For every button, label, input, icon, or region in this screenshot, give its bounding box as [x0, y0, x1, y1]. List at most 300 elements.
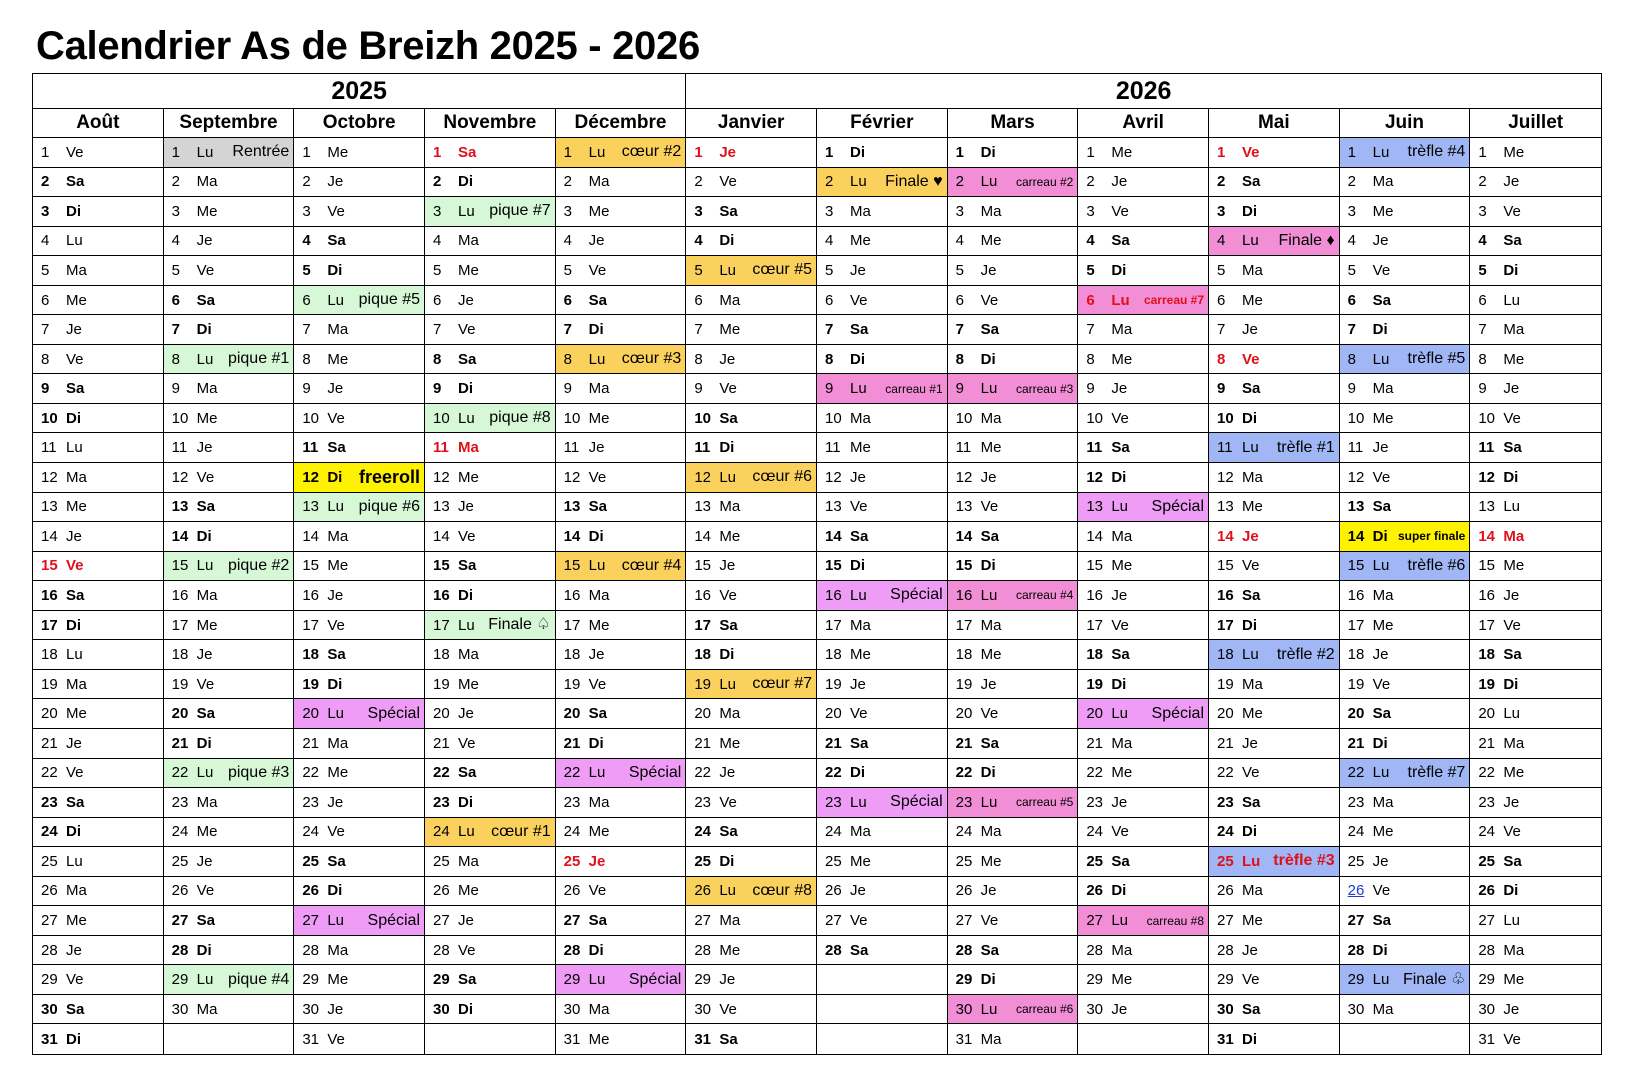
day-number: 5	[302, 261, 311, 279]
day-cell	[686, 729, 817, 759]
day-cell	[1470, 936, 1601, 966]
event-cell	[556, 965, 687, 995]
day-cell	[686, 433, 817, 463]
event-label: cœur #1	[491, 822, 551, 840]
day-cell	[686, 995, 817, 1025]
weekday-abbr: Di	[588, 527, 604, 545]
day-cell	[1209, 670, 1340, 700]
day-cell	[948, 345, 1079, 375]
event-cell	[294, 463, 425, 493]
day-number: 22	[1217, 764, 1234, 782]
day-number: 21	[171, 734, 189, 752]
day-number: 4	[825, 232, 834, 250]
day-number: 20	[563, 705, 581, 723]
weekday-abbr: Je	[1503, 173, 1520, 191]
day-number: 12	[1217, 468, 1234, 486]
day-number: 11	[171, 439, 188, 457]
weekday-abbr: Sa	[458, 557, 477, 575]
day-number: 21	[1217, 734, 1234, 752]
day-number: 2	[302, 173, 311, 191]
event-cell	[556, 345, 687, 375]
day-cell	[817, 936, 948, 966]
weekday-abbr: Je	[1111, 380, 1128, 398]
day-cell	[294, 759, 425, 789]
weekday-abbr: Sa	[66, 793, 85, 811]
weekday-abbr: Di	[980, 350, 996, 368]
day-cell	[1209, 936, 1340, 966]
day-number: 3	[1086, 202, 1095, 220]
weekday-abbr: Lu	[458, 616, 475, 634]
weekday-abbr: Di	[66, 202, 81, 220]
day-cell	[164, 936, 295, 966]
weekday-abbr: Lu	[588, 557, 606, 575]
day-cell	[1209, 581, 1340, 611]
day-cell	[817, 227, 948, 257]
event-label: freeroll	[358, 467, 420, 488]
day-cell	[1470, 847, 1601, 877]
day-cell	[425, 374, 556, 404]
day-number: 31	[1478, 1030, 1496, 1048]
day-cell	[686, 818, 817, 848]
weekday-abbr: Ma	[850, 409, 871, 427]
weekday-abbr: Ma	[196, 380, 218, 398]
day-number: 27	[694, 912, 712, 930]
event-cell	[425, 611, 556, 641]
day-cell	[294, 433, 425, 463]
day-number: 2	[694, 173, 703, 191]
weekday-abbr: Di	[196, 734, 212, 752]
day-cell	[686, 936, 817, 966]
day-cell	[1340, 404, 1471, 434]
day-cell	[948, 522, 1079, 552]
event-label: Spécial	[890, 793, 943, 811]
weekday-abbr: Ve	[327, 409, 345, 427]
day-number: 13	[433, 498, 450, 516]
day-cell	[948, 699, 1079, 729]
weekday-abbr: Me	[327, 557, 349, 575]
event-label: cœur #3	[621, 350, 682, 368]
event-label: trèfle #2	[1276, 645, 1335, 663]
day-cell	[294, 1024, 425, 1054]
weekday-abbr: Sa	[196, 291, 216, 309]
day-number: 16	[302, 586, 320, 604]
weekday-abbr: Sa	[458, 350, 477, 368]
weekday-abbr: Sa	[1242, 793, 1261, 811]
day-number: 6	[171, 291, 180, 309]
weekday-abbr: Di	[458, 380, 473, 398]
day-number: 3	[433, 202, 442, 220]
month-header: Mai	[1209, 109, 1340, 138]
day-cell	[1470, 611, 1601, 641]
day-cell	[817, 611, 948, 641]
day-cell	[1078, 345, 1209, 375]
day-cell	[1209, 818, 1340, 848]
month-header: Décembre	[556, 109, 687, 138]
weekday-abbr: Sa	[1372, 291, 1392, 309]
day-number: 15	[1217, 557, 1234, 575]
weekday-abbr: Sa	[196, 912, 216, 930]
day-number: 17	[302, 616, 320, 634]
day-number: 3	[955, 202, 964, 220]
day-number: 17	[433, 616, 450, 634]
weekday-abbr: Sa	[458, 143, 477, 161]
month-header: Août	[33, 109, 164, 138]
day-number: 13	[825, 498, 842, 516]
day-cell	[1078, 936, 1209, 966]
day-cell	[1470, 168, 1601, 198]
event-label: cœur #8	[752, 881, 812, 899]
day-number: 18	[171, 646, 189, 664]
day-number: 26	[433, 882, 450, 900]
weekday-abbr: Ma	[588, 1000, 610, 1018]
day-cell	[294, 877, 425, 907]
weekday-abbr: Ma	[1372, 173, 1394, 191]
day-number: 30	[1217, 1000, 1234, 1018]
day-number: 10	[302, 409, 320, 427]
day-number: 26	[1086, 882, 1104, 900]
weekday-abbr: Je	[1503, 1000, 1520, 1018]
weekday-abbr: Je	[1242, 321, 1258, 339]
weekday-abbr: Me	[850, 646, 871, 664]
month-header: Juin	[1340, 109, 1471, 138]
weekday-abbr: Di	[1372, 941, 1388, 959]
month-header: Octobre	[294, 109, 425, 138]
day-number: 21	[563, 734, 581, 752]
day-number: 27	[171, 912, 189, 930]
day-number: 6	[41, 291, 50, 309]
weekday-abbr: Me	[66, 912, 87, 930]
day-number: 3	[302, 202, 311, 220]
day-number: 5	[1478, 261, 1487, 279]
weekday-abbr: Ve	[66, 350, 84, 368]
day-cell	[1340, 315, 1471, 345]
day-number: 16	[1217, 586, 1234, 604]
day-cell	[294, 611, 425, 641]
weekday-abbr: Di	[458, 793, 473, 811]
day-number: 26	[1478, 882, 1496, 900]
day-number: 27	[1347, 912, 1365, 930]
day-cell	[33, 759, 164, 789]
event-cell	[1209, 433, 1340, 463]
weekday-abbr: Je	[850, 468, 866, 486]
day-number: 16	[694, 586, 712, 604]
day-number: 8	[1086, 350, 1095, 368]
day-number: 26	[171, 882, 189, 900]
weekday-abbr: Je	[980, 468, 997, 486]
weekday-abbr: Di	[458, 586, 473, 604]
day-number: 8	[1347, 350, 1356, 368]
weekday-abbr: Sa	[719, 409, 738, 427]
day-cell	[1340, 936, 1471, 966]
day-cell	[1209, 315, 1340, 345]
day-number: 13	[302, 498, 320, 516]
day-number: 23	[955, 793, 973, 811]
day-number: 1	[302, 143, 311, 161]
day-number: 24	[171, 823, 189, 841]
weekday-abbr: Di	[980, 971, 996, 989]
day-cell	[1340, 906, 1471, 936]
weekday-abbr: Je	[850, 882, 866, 900]
day-cell	[817, 256, 948, 286]
day-number: 5	[1347, 261, 1356, 279]
weekday-abbr: Lu	[1372, 557, 1390, 575]
day-number: 20	[955, 705, 973, 723]
day-cell	[1209, 1024, 1340, 1054]
day-number: 3	[1347, 202, 1356, 220]
day-number[interactable]: 26	[1347, 882, 1365, 900]
day-number: 26	[563, 882, 581, 900]
day-number: 21	[433, 734, 450, 752]
day-cell	[948, 1024, 1079, 1054]
weekday-abbr: Di	[588, 941, 604, 959]
event-cell	[686, 877, 817, 907]
day-cell	[1470, 995, 1601, 1025]
weekday-abbr: Lu	[1242, 852, 1261, 870]
weekday-abbr: Ma	[66, 675, 87, 693]
day-number: 1	[433, 143, 442, 161]
day-number: 9	[694, 380, 703, 398]
day-number: 1	[955, 143, 964, 161]
event-label: pique #4	[227, 970, 290, 988]
day-cell	[425, 936, 556, 966]
day-cell	[1340, 818, 1471, 848]
weekday-abbr: Ma	[719, 912, 741, 930]
weekday-abbr: Lu	[588, 350, 606, 368]
day-number: 9	[1478, 380, 1487, 398]
calendar-grid	[32, 73, 1602, 1055]
weekday-abbr: Je	[719, 971, 736, 989]
weekday-abbr: Me	[719, 527, 741, 545]
weekday-abbr: Sa	[588, 498, 608, 516]
event-cell	[164, 138, 295, 168]
day-number: 27	[563, 912, 581, 930]
day-cell	[1340, 611, 1471, 641]
weekday-abbr: Sa	[66, 1000, 85, 1018]
event-cell	[1209, 227, 1340, 257]
day-number: 27	[302, 912, 320, 930]
weekday-abbr: Ma	[196, 1000, 218, 1018]
event-label: trèfle #6	[1407, 556, 1466, 574]
day-cell	[33, 729, 164, 759]
day-number: 11	[563, 439, 580, 457]
day-cell	[556, 640, 687, 670]
weekday-abbr: Me	[327, 764, 349, 782]
day-cell	[1470, 818, 1601, 848]
day-number: 13	[1347, 498, 1365, 516]
event-label: carreau #6	[1015, 1002, 1074, 1017]
weekday-abbr: Ma	[980, 409, 1002, 427]
weekday-abbr: Ve	[1242, 557, 1260, 575]
event-cell	[425, 404, 556, 434]
event-cell	[294, 286, 425, 316]
weekday-abbr: Di	[588, 734, 604, 752]
day-number: 22	[171, 764, 189, 782]
day-number: 13	[955, 498, 973, 516]
day-cell	[686, 788, 817, 818]
event-cell	[556, 552, 687, 582]
weekday-abbr: Ma	[1242, 675, 1263, 693]
weekday-abbr: Me	[196, 409, 218, 427]
day-cell	[556, 522, 687, 552]
day-cell	[164, 286, 295, 316]
day-cell	[1470, 256, 1601, 286]
day-number: 5	[825, 261, 834, 279]
day-number: 16	[1086, 586, 1104, 604]
weekday-abbr: Di	[1503, 882, 1519, 900]
day-cell	[1209, 611, 1340, 641]
day-number: 12	[171, 468, 189, 486]
day-number: 29	[1347, 971, 1365, 989]
day-cell	[164, 818, 295, 848]
weekday-abbr: Sa	[1242, 173, 1261, 191]
weekday-abbr: Ma	[1503, 734, 1525, 752]
day-number: 13	[694, 498, 712, 516]
weekday-abbr: Lu	[458, 823, 475, 841]
weekday-abbr: Ma	[980, 1030, 1002, 1048]
event-label: carreau #4	[1015, 588, 1074, 603]
day-number: 4	[1478, 232, 1487, 250]
day-number: 7	[433, 321, 442, 339]
day-number: 18	[1478, 646, 1496, 664]
day-cell	[556, 818, 687, 848]
day-cell	[817, 552, 948, 582]
month-header: Avril	[1078, 109, 1209, 138]
day-cell	[817, 729, 948, 759]
weekday-abbr: Je	[1372, 439, 1389, 457]
day-number: 29	[694, 971, 712, 989]
day-number: 10	[1086, 409, 1104, 427]
event-label: Rentrée	[232, 143, 290, 161]
day-cell	[33, 138, 164, 168]
day-number: 20	[1478, 705, 1496, 723]
day-cell	[33, 818, 164, 848]
day-number: 27	[1086, 912, 1104, 930]
weekday-abbr: Di	[980, 557, 996, 575]
weekday-abbr: Je	[980, 882, 997, 900]
page-title: Calendrier As de Breizh 2025 - 2026	[36, 24, 700, 68]
day-cell	[1470, 227, 1601, 257]
day-cell	[425, 227, 556, 257]
event-label: pique #3	[227, 763, 290, 781]
weekday-abbr: Lu	[1111, 705, 1129, 723]
day-number: 6	[1478, 291, 1487, 309]
weekday-abbr: Je	[1503, 586, 1520, 604]
day-number: 4	[41, 232, 50, 250]
day-cell	[425, 168, 556, 198]
weekday-abbr: Me	[1503, 971, 1525, 989]
weekday-abbr: Ve	[1372, 261, 1391, 279]
day-cell	[1470, 493, 1601, 523]
day-cell	[425, 965, 556, 995]
day-cell	[1470, 286, 1601, 316]
day-number: 8	[563, 350, 572, 368]
day-cell	[33, 936, 164, 966]
day-cell	[686, 699, 817, 729]
weekday-abbr: Ve	[1242, 764, 1260, 782]
day-number: 30	[563, 1000, 581, 1018]
day-number: 5	[433, 261, 442, 279]
weekday-abbr: Sa	[327, 232, 346, 250]
day-cell	[1209, 374, 1340, 404]
weekday-abbr: Di	[66, 616, 81, 634]
day-number: 15	[1347, 557, 1365, 575]
day-cell	[1470, 965, 1601, 995]
weekday-abbr: Ve	[1503, 202, 1521, 220]
day-cell	[556, 995, 687, 1025]
day-number: 14	[563, 527, 581, 545]
day-number: 10	[694, 409, 712, 427]
day-number: 15	[171, 557, 189, 575]
day-number: 9	[433, 380, 442, 398]
day-cell	[33, 197, 164, 227]
day-cell	[164, 906, 295, 936]
day-number: 16	[825, 586, 842, 604]
day-number: 23	[563, 793, 581, 811]
day-cell	[164, 404, 295, 434]
day-cell	[294, 168, 425, 198]
weekday-abbr: Ma	[588, 586, 610, 604]
weekday-abbr: Di	[1242, 616, 1257, 634]
day-cell	[425, 670, 556, 700]
day-number: 21	[41, 734, 58, 752]
day-cell	[425, 286, 556, 316]
day-cell	[1078, 818, 1209, 848]
day-number: 10	[171, 409, 189, 427]
day-cell	[1340, 493, 1471, 523]
day-number: 6	[1217, 291, 1226, 309]
weekday-abbr: Di	[66, 1030, 81, 1048]
weekday-abbr: Di	[850, 143, 865, 161]
day-number: 21	[1478, 734, 1496, 752]
day-number: 4	[955, 232, 964, 250]
weekday-abbr: Lu	[1503, 912, 1521, 930]
day-number: 22	[825, 764, 842, 782]
day-number: 25	[1478, 852, 1496, 870]
day-number: 19	[1478, 675, 1496, 693]
weekday-abbr: Lu	[1372, 143, 1390, 161]
day-number: 30	[433, 1000, 450, 1018]
day-number: 18	[694, 646, 712, 664]
weekday-abbr: Di	[1111, 261, 1127, 279]
day-number: 4	[1217, 232, 1226, 250]
event-label: carreau #2	[1015, 174, 1074, 189]
day-cell	[1209, 699, 1340, 729]
day-number: 14	[694, 527, 712, 545]
weekday-abbr: Je	[1111, 793, 1128, 811]
weekday-abbr: Me	[66, 498, 87, 516]
day-cell	[425, 552, 556, 582]
day-cell	[164, 729, 295, 759]
weekday-abbr: Je	[850, 261, 866, 279]
day-cell	[164, 433, 295, 463]
weekday-abbr: Me	[719, 734, 741, 752]
day-number: 13	[1086, 498, 1104, 516]
day-number: 17	[1347, 616, 1365, 634]
weekday-abbr: Me	[196, 823, 218, 841]
day-number: 15	[1478, 557, 1496, 575]
day-number: 20	[1347, 705, 1365, 723]
day-cell	[1209, 493, 1340, 523]
weekday-abbr: Di	[1503, 468, 1519, 486]
day-cell	[1078, 168, 1209, 198]
weekday-abbr: Lu	[196, 971, 214, 989]
weekday-abbr: Je	[1242, 941, 1258, 959]
weekday-abbr: Sa	[588, 291, 608, 309]
weekday-abbr: Lu	[588, 143, 606, 161]
weekday-abbr: Ve	[1503, 616, 1521, 634]
day-cell	[1209, 522, 1340, 552]
weekday-abbr: Sa	[66, 380, 85, 398]
